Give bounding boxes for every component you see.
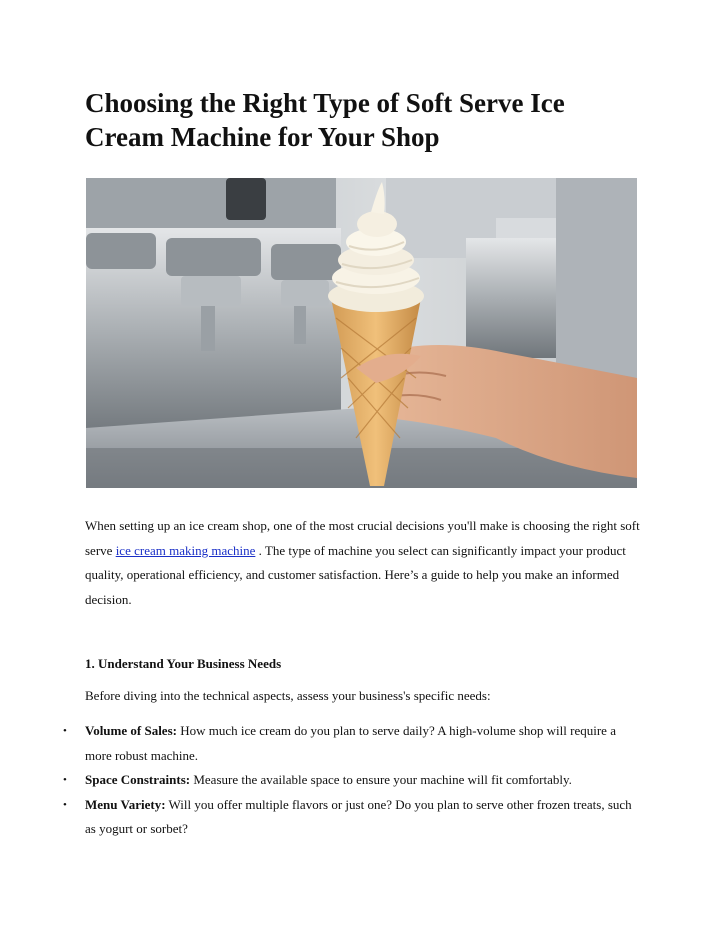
ice-cream-machine-link[interactable]: ice cream making machine bbox=[115, 542, 256, 558]
business-needs-list bbox=[63, 719, 645, 842]
list-item-text: How much ice cream do you plan to serve daily? A high-volume shop will require a more robust machine. bbox=[85, 723, 616, 763]
bullet-icon: • bbox=[63, 798, 67, 811]
bullet-icon: • bbox=[63, 774, 67, 786]
soft-serve-machine-photo bbox=[86, 178, 637, 488]
intro-text-before-link: When setting up an ice cream shop, one of the most crucial decisions you'll make is choosing the right soft serve bbox=[85, 518, 640, 558]
section-heading: 1. Understand Your Business Needs bbox=[85, 656, 282, 671]
intro-text-after-link: . The type of machine you select can significantly impact your product quality, operational efficiency, and customer satisfaction. Here’s a guide to help you make an informed decision. bbox=[85, 542, 626, 607]
bullet-icon: • bbox=[63, 725, 67, 737]
intro-paragraph bbox=[85, 514, 645, 612]
list-item-text: Will you offer multiple flavors or just one? Do you plan to serve other frozen treats, such as yogurt or sorbet? bbox=[85, 796, 632, 836]
list-item bbox=[63, 793, 645, 842]
list-item bbox=[63, 768, 645, 793]
list-item-text: Measure the available space to ensure your machine will fit comfortably. bbox=[190, 772, 572, 787]
list-item-term: Menu Variety: bbox=[85, 796, 166, 812]
list-item-term: Volume of Sales: bbox=[85, 723, 177, 738]
article-title: Choosing the Right Type of Soft Serve Ice Cream Machine for Your Shop bbox=[85, 88, 565, 152]
section-lead: Before diving into the technical aspects, assess your business's specific needs: bbox=[85, 688, 491, 703]
list-item-term: Space Constraints: bbox=[85, 772, 191, 787]
hero-image bbox=[86, 178, 637, 488]
list-item bbox=[63, 719, 645, 768]
